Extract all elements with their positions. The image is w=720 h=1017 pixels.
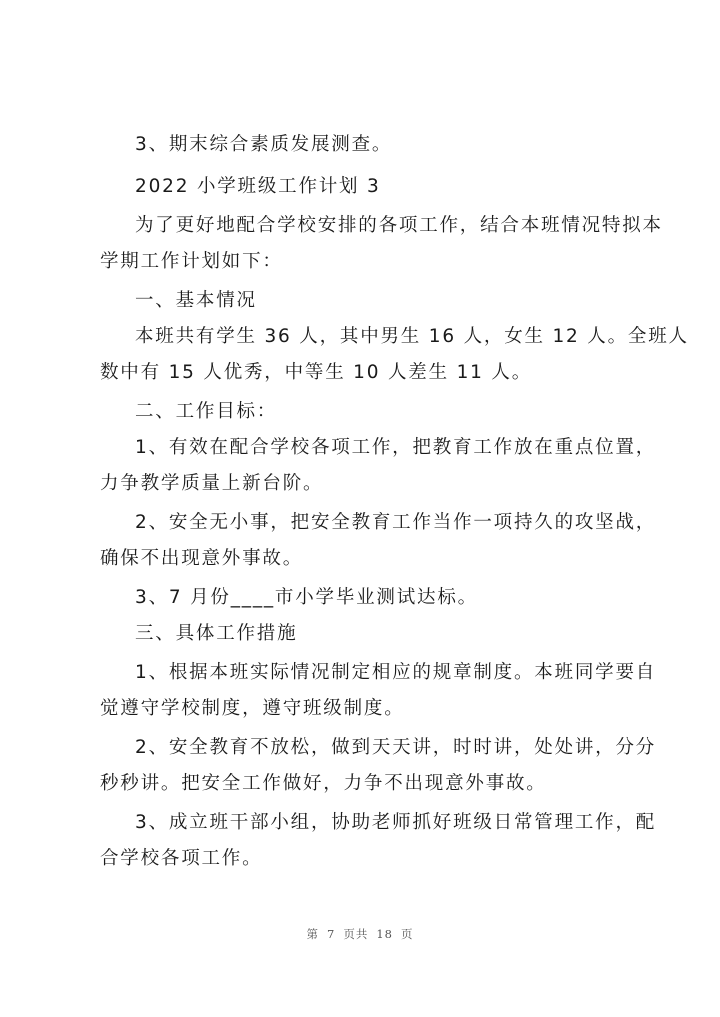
paragraph-line: 本班共有学生 36 人，其中男生 16 人，女生 12 人。全班人 — [135, 326, 689, 347]
paragraph-line: 2、安全教育不放松，做到天天讲，时时讲，处处讲，分分 — [135, 737, 657, 758]
paragraph-line: 力争教学质量上新台阶。 — [100, 473, 324, 494]
heading-work-goals: 二、工作目标： — [135, 401, 278, 422]
page-footer — [0, 926, 720, 942]
heading-measures: 三、具体工作措施 — [135, 623, 298, 644]
paragraph-line: 2、安全无小事，把安全教育工作当作一项持久的攻坚战， — [135, 512, 657, 533]
paragraph-line: 3、期末综合素质发展测查。 — [135, 134, 393, 155]
paragraph-line: 3、成立班干部小组，协助老师抓好班级日常管理工作，配 — [135, 812, 657, 833]
paragraph-line: 为了更好地配合学校安排的各项工作，结合本班情况特拟本 — [135, 215, 663, 236]
footer-total-pages: 18 — [376, 927, 393, 941]
paragraph-line: 1、根据本班实际情况制定相应的规章制度。本班同学要自 — [135, 662, 657, 683]
heading-basic-info: 一、基本情况 — [135, 290, 257, 311]
paragraph-line: 学期工作计划如下： — [100, 251, 283, 272]
section-title: 2022 小学班级工作计划 3 — [135, 176, 381, 197]
footer-prefix: 第 — [306, 927, 320, 941]
paragraph-line: 秒秒讲。把安全工作做好，力争不出现意外事故。 — [100, 773, 547, 794]
paragraph-line: 1、有效在配合学校各项工作，把教育工作放在重点位置， — [135, 437, 657, 458]
paragraph-line: 3、7 月份____市小学毕业测试达标。 — [135, 587, 478, 608]
paragraph-line: 合学校各项工作。 — [100, 848, 263, 869]
paragraph-line: 觉遵守学校制度，遵守班级制度。 — [100, 698, 405, 719]
paragraph-line: 确保不出现意外事故。 — [100, 548, 304, 569]
footer-middle: 页共 — [343, 927, 369, 941]
footer-current-page: 7 — [327, 927, 336, 941]
footer-suffix: 页 — [400, 927, 414, 941]
paragraph-line: 数中有 15 人优秀，中等生 10 人差生 11 人。 — [100, 362, 533, 383]
